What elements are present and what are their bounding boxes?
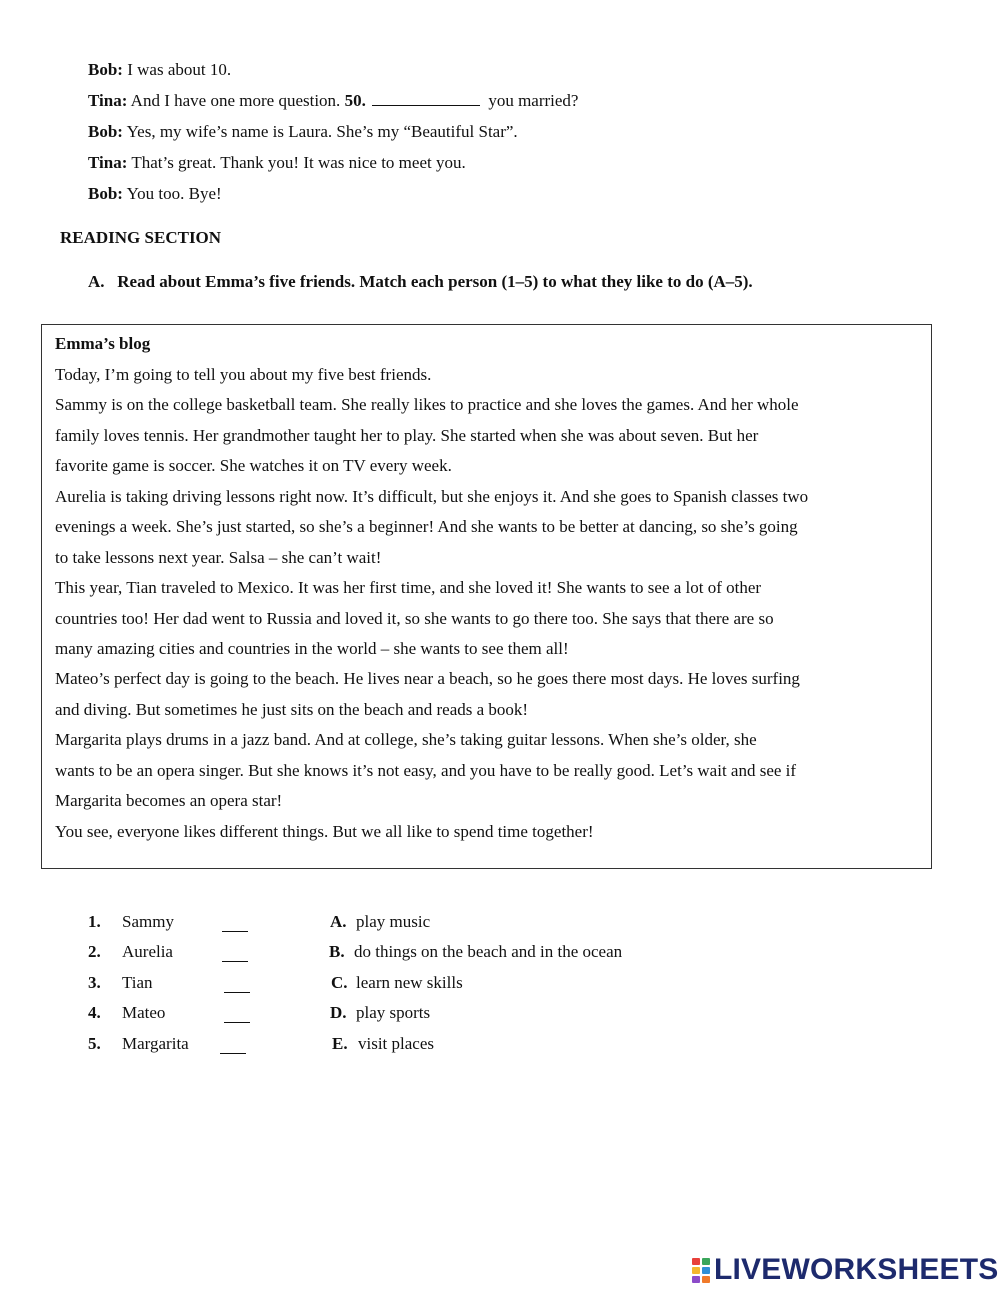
dialogue-text: Yes, my wife’s name is Laura. She’s my “Beautiful Star”. [122, 122, 518, 141]
person-name: Aurelia [122, 942, 173, 961]
dialogue-line [88, 184, 222, 204]
blog-line: Today, I’m going to tell you about my five best friends. [55, 365, 432, 384]
match-blank[interactable] [222, 960, 248, 962]
logo-mark-icon [692, 1258, 710, 1283]
dialogue-line [88, 91, 578, 111]
match-blank[interactable] [224, 991, 250, 993]
person-name: Tian [122, 973, 153, 992]
blog-line: Margarita plays drums in a jazz band. And at college, she’s taking guitar lessons. When she’s older, she [55, 730, 757, 749]
option-letter: B. [329, 942, 345, 961]
speaker: Tina: [88, 153, 128, 172]
logo-text: LIVEWORKSHEETS [714, 1253, 999, 1286]
speaker: Bob: [88, 60, 123, 79]
logo-square [702, 1258, 710, 1265]
item-number: 3. [88, 973, 101, 992]
dialogue-text: And I have one more question. [127, 91, 345, 110]
match-blank[interactable] [222, 930, 248, 932]
speaker: Bob: [88, 122, 123, 141]
item-number: 4. [88, 1003, 101, 1022]
option-letter: C. [331, 973, 348, 992]
blog-line: Sammy is on the college basketball team. She really likes to practice and she loves the games. And her whole [55, 395, 799, 414]
blog-line: Mateo’s perfect day is going to the beach. He lives near a beach, so he goes there most days. He loves surfing [55, 669, 800, 688]
option-text: learn new skills [356, 973, 463, 992]
option-letter: D. [330, 1003, 347, 1022]
speaker: Tina: [88, 91, 128, 110]
dialogue-text: You too. Bye! [122, 184, 222, 203]
blog-line: family loves tennis. Her grandmother taught her to play. She started when she was about seven. But her [55, 426, 759, 445]
option-text: play sports [356, 1003, 431, 1022]
blog-line: favorite game is soccer. She watches it on TV every week. [55, 456, 452, 475]
blog-line: evenings a week. She’s just started, so she’s a beginner! And she wants to be better at dancing, so she’s going [55, 517, 798, 536]
option-text: do things on the beach and in the ocean [354, 942, 623, 961]
logo-square [702, 1267, 710, 1274]
blog-line: This year, Tian traveled to Mexico. It was her first time, and she loved it! She wants to see a lot of other [55, 578, 762, 597]
logo-square [692, 1276, 700, 1283]
item-number: 2. [88, 942, 101, 961]
blog-line: Aurelia is taking driving lessons right now. It’s difficult, but she enjoys it. And she goes to Spanish classes two [55, 487, 809, 506]
liveworksheets-logo [692, 1254, 999, 1286]
person-name: Sammy [122, 912, 174, 931]
blog-line: Margarita becomes an opera star! [55, 791, 283, 810]
option-text: play music [356, 912, 431, 931]
option-text: visit places [358, 1034, 435, 1053]
blog-line: many amazing cities and countries in the world – she wants to see them all! [55, 639, 569, 658]
dialogue-text: That’s great. Thank you! It was nice to meet you. [127, 153, 466, 172]
blog-line: and diving. But sometimes he just sits on the beach and reads a book! [55, 700, 529, 719]
option-letter: E. [332, 1034, 348, 1053]
logo-square [692, 1267, 700, 1274]
item-number: 5. [88, 1034, 101, 1053]
logo-square [692, 1258, 700, 1265]
option-letter: A. [330, 912, 347, 931]
blog-title: Emma’s blog [55, 334, 151, 353]
dialogue-text: you married? [484, 91, 579, 110]
answer-blank[interactable] [372, 91, 480, 106]
blog-line: to take lessons next year. Salsa – she can’t wait! [55, 548, 382, 567]
match-blank[interactable] [224, 1021, 250, 1023]
blog-box [41, 324, 932, 869]
match-blank[interactable] [220, 1052, 246, 1054]
instruction: A. Read about Emma’s five friends. Match each person (1–5) to what they like to do (A–5). [88, 272, 753, 291]
logo-square [702, 1276, 710, 1283]
question-number: 50. [344, 91, 366, 110]
dialogue-text: I was about 10. [122, 60, 232, 79]
speaker: Bob: [88, 184, 123, 203]
section-title: READING SECTION [60, 228, 222, 247]
dialogue-line [88, 122, 518, 142]
blog-line: countries too! Her dad went to Russia and loved it, so she wants to go there too. She says that there are so [55, 609, 774, 628]
dialogue-line [88, 153, 466, 173]
person-name: Margarita [122, 1034, 189, 1053]
item-number: 1. [88, 912, 101, 931]
blog-line: wants to be an opera singer. But she knows it’s not easy, and you have to be really good. Let’s wait and see if [55, 761, 797, 780]
dialogue-line [88, 60, 231, 80]
person-name: Mateo [122, 1003, 166, 1022]
blog-line: You see, everyone likes different things. But we all like to spend time together! [55, 822, 594, 841]
